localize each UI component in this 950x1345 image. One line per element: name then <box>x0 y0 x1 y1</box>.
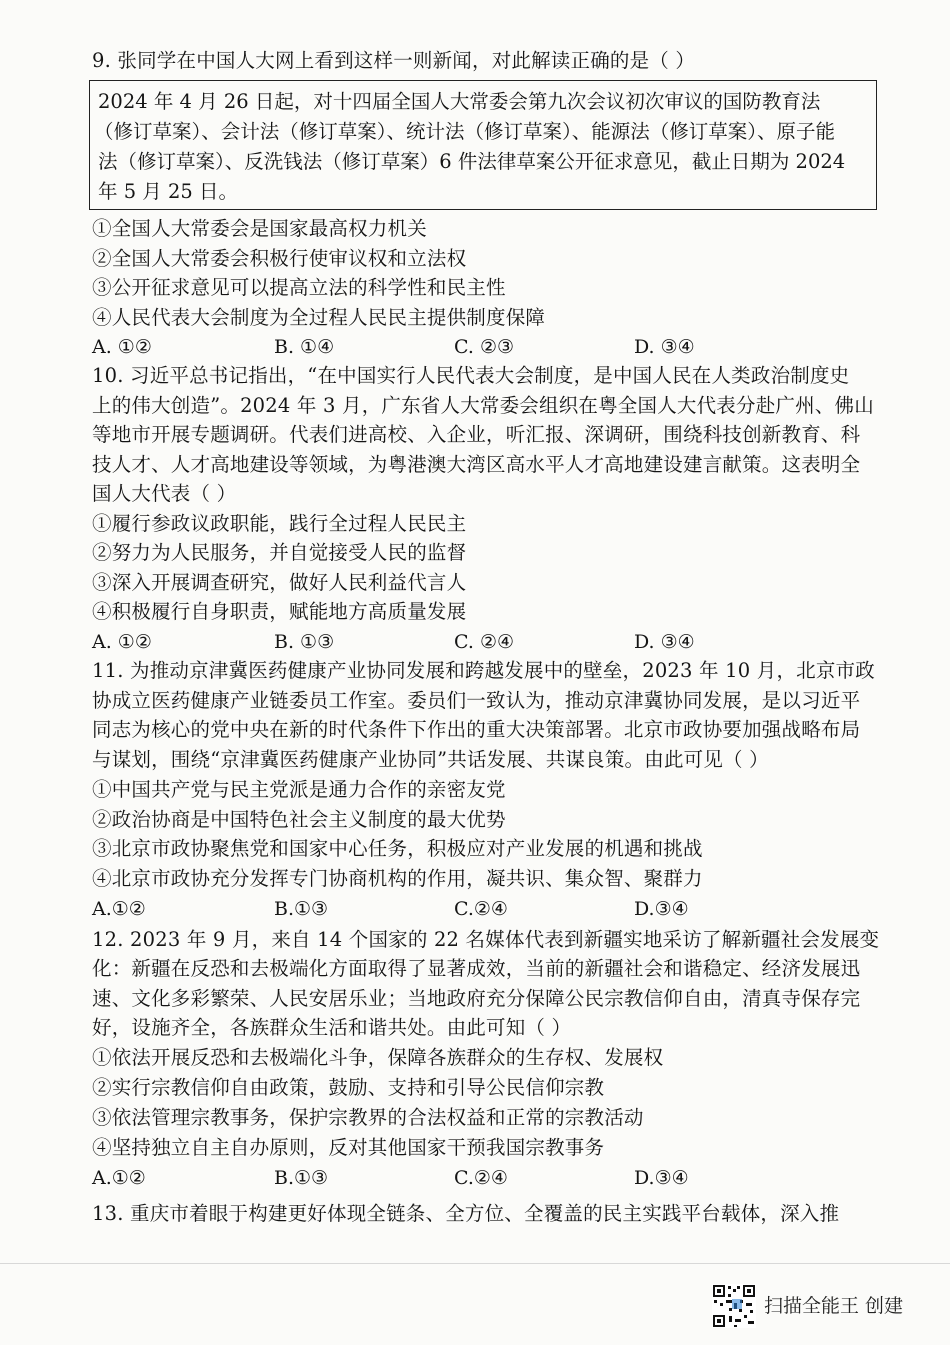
q12-item: ①依法开展反恐和去极端化斗争，保障各族群众的生存权、发展权 <box>92 1046 664 1069</box>
option-b: B. ①③ <box>274 631 335 653</box>
q9-box-line: 2024 年 4 月 26 日起，对十四届全国人大常委会第九次会议初次审议的国防教育法 <box>98 90 821 113</box>
q11-options <box>92 894 892 924</box>
q11-item: ②政治协商是中国特色社会主义制度的最大优势 <box>92 808 506 831</box>
q10-stem: 上的伟大创造”。2024 年 3 月，广东省人大常委会组织在粤全国人大代表分赴广州、佛山 <box>92 394 874 417</box>
qr-code-icon <box>712 1284 756 1328</box>
option-d: D.③④ <box>634 1167 689 1189</box>
q9-item: ②全国人大常委会积极行使审议权和立法权 <box>92 247 467 270</box>
option-a: A. ①② <box>92 336 152 358</box>
q10-item: ③深入开展调查研究，做好人民利益代言人 <box>92 571 467 594</box>
option-d: D. ③④ <box>634 336 695 358</box>
option-b: B.①③ <box>274 898 329 920</box>
q9-item: ④人民代表大会制度为全过程人民民主提供制度保障 <box>92 306 546 329</box>
q10-item: ②努力为人民服务，并自觉接受人民的监督 <box>92 541 467 564</box>
q9-box-line: 年 5 月 25 日。 <box>98 180 239 203</box>
q9-news-box <box>89 80 877 210</box>
q10-options <box>92 627 892 657</box>
q10-stem: 等地市开展专题调研。代表们进高校、入企业，听汇报、深调研，围绕科技创新教育、科 <box>92 423 861 446</box>
option-a: A. ①② <box>92 631 152 653</box>
option-c: C.②④ <box>454 898 508 920</box>
q12-stem: 速、文化多彩繁荣、人民安居乐业；当地政府充分保障公民宗教信仰自由，清真寺保存完 <box>92 987 861 1010</box>
scanner-watermark-text: 扫描全能王 创建 <box>764 1295 904 1317</box>
q9-item: ③公开征求意见可以提高立法的科学性和民主性 <box>92 276 506 299</box>
q10-stem: 国人大代表（ ） <box>92 482 237 505</box>
q11-stem: 协成立医药健康产业链委员工作室。委员们一致认为，推动京津冀协同发展，是以习近平 <box>92 689 861 712</box>
q11-stem: 11. 为推动京津冀医药健康产业协同发展和跨越发展中的壁垒，2023 年 10 月，北京市政 <box>92 659 875 682</box>
q11-item: ④北京市政协充分发挥专门协商机构的作用，凝共识、集众智、聚群力 <box>92 867 703 890</box>
q11-stem: 同志为核心的党中央在新的时代条件下作出的重大决策部署。北京市政协要加强战略布局 <box>92 718 861 741</box>
q11-item: ③北京市政协聚焦党和国家中心任务，积极应对产业发展的机遇和挑战 <box>92 837 703 860</box>
option-b: B.①③ <box>274 1167 329 1189</box>
option-a: A.①② <box>92 1167 146 1189</box>
q12-options <box>92 1163 892 1193</box>
option-c: C.②④ <box>454 1167 508 1189</box>
q11-stem: 与谋划，围绕“京津冀医药健康产业协同”共话发展、共谋良策。由此可见（ ） <box>92 748 769 771</box>
option-d: D.③④ <box>634 898 689 920</box>
q9-box-line: 法（修订草案）、反洗钱法（修订草案）6 件法律草案公开征求意见，截止日期为 2024 <box>98 150 846 173</box>
q10-stem: 技人才、人才高地建设等领域，为粤港澳大湾区高水平人才高地建设建言献策。这表明全 <box>92 453 861 476</box>
q9-box-line: （修订草案）、会计法（修订草案）、统计法（修订草案）、能源法（修订草案）、原子能 <box>94 120 836 143</box>
q9-options <box>92 332 892 362</box>
q12-item: ④坚持独立自主自办原则，反对其他国家干预我国宗教事务 <box>92 1136 605 1159</box>
q9-stem: 9. 张同学在中国人大网上看到这样一则新闻，对此解读正确的是（ ） <box>92 49 696 72</box>
footer-divider <box>0 1263 950 1264</box>
option-c: C. ②④ <box>454 631 515 653</box>
q12-item: ③依法管理宗教事务，保护宗教界的合法权益和正常的宗教活动 <box>92 1106 644 1129</box>
q12-stem: 化：新疆在反恐和去极端化方面取得了显著成效，当前的新疆社会和谐稳定、经济发展迅 <box>92 957 861 980</box>
q13-stem: 13. 重庆市着眼于构建更好体现全链条、全方位、全覆盖的民主实践平台载体，深入推 <box>92 1202 840 1225</box>
q10-stem: 10. 习近平总书记指出，“在中国实行人民代表大会制度，是中国人民在人类政治制度史 <box>92 364 850 387</box>
q11-item: ①中国共产党与民主党派是通力合作的亲密友党 <box>92 778 506 801</box>
q10-item: ①履行参政议政职能，践行全过程人民民主 <box>92 512 467 535</box>
option-d: D. ③④ <box>634 631 695 653</box>
option-b: B. ①④ <box>274 336 335 358</box>
q12-stem: 好，设施齐全，各族群众生活和谐共处。由此可知（ ） <box>92 1016 572 1039</box>
option-c: C. ②③ <box>454 336 515 358</box>
q10-item: ④积极履行自身职责，赋能地方高质量发展 <box>92 600 467 623</box>
q12-stem: 12. 2023 年 9 月，来自 14 个国家的 22 名媒体代表到新疆实地采访了解新疆社会发展变 <box>92 928 880 951</box>
q9-item: ①全国人大常委会是国家最高权力机关 <box>92 217 427 240</box>
q12-item: ②实行宗教信仰自由政策，鼓励、支持和引导公民信仰宗教 <box>92 1076 605 1099</box>
option-a: A.①② <box>92 898 146 920</box>
